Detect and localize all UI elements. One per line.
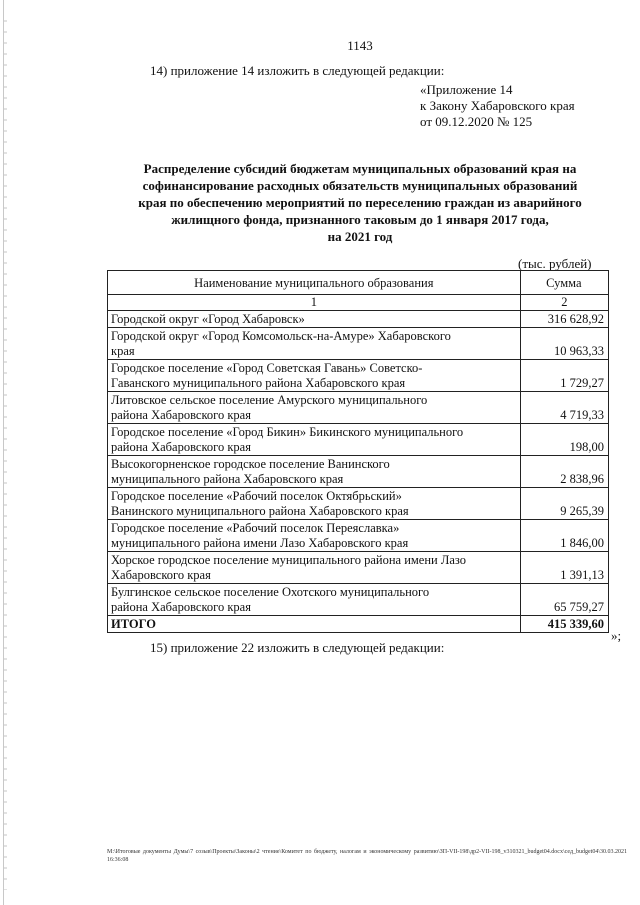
total-row: [108, 616, 609, 633]
municipality-name-line: Гаванского муниципального района Хабаровского края: [111, 376, 406, 390]
subsidy-amount: 316 628,92: [520, 311, 608, 328]
appendix-ref-line: к Закону Хабаровского края: [420, 98, 575, 113]
table-row: [108, 488, 609, 520]
municipality-name-line: Литовское сельское поселение Амурского муниципального: [111, 393, 428, 407]
municipality-name: [108, 392, 521, 424]
title-line: края по обеспечению мероприятий по переселению граждан из аварийного: [138, 195, 582, 210]
municipality-name-line: Булгинское сельское поселение Охотского муниципального: [111, 585, 430, 599]
appendix-reference: [420, 82, 575, 130]
subsidy-amount: 1 729,27: [520, 360, 608, 392]
header-name: Наименование муниципального образования: [108, 271, 521, 295]
municipality-name-line: Хорское городское поселение муниципального района имени Лазо: [111, 553, 466, 567]
total-label: ИТОГО: [108, 616, 521, 633]
title-line: на 2021 год: [327, 229, 393, 244]
subsidy-amount: 65 759,27: [520, 584, 608, 616]
municipality-name: [108, 456, 521, 488]
table-row: [108, 392, 609, 424]
table-row: [108, 552, 609, 584]
column-number-row: [108, 295, 609, 311]
subsidy-amount: 9 265,39: [520, 488, 608, 520]
subsidy-amount: 1 846,00: [520, 520, 608, 552]
table-row: [108, 328, 609, 360]
subsidy-amount: 10 963,33: [520, 328, 608, 360]
table-row: [108, 520, 609, 552]
municipality-name: [108, 488, 521, 520]
quote-close-suffix: »;: [611, 628, 622, 643]
municipality-name-line: Городское поселение «Рабочий поселок Октябрьский»: [111, 489, 402, 503]
document-title: [95, 160, 625, 245]
appendix-ref-line: «Приложение 14: [420, 82, 513, 97]
subsidy-table: [107, 270, 609, 633]
amendment-15-text: 15) приложение 22 изложить в следующей редакции:: [150, 640, 445, 655]
municipality-name-line: Городское поселение «Город Бикин» Бикинского муниципального: [111, 425, 464, 439]
municipality-name-line: Высокогорненское городское поселение Ванинского: [111, 457, 390, 471]
table-row: [108, 360, 609, 392]
subsidy-amount: 4 719,33: [520, 392, 608, 424]
municipality-name: [108, 328, 521, 360]
municipality-name-line: района Хабаровского края: [111, 440, 251, 454]
municipality-name-line: района Хабаровского края: [111, 408, 251, 422]
municipality-name-line: Городской округ «Город Комсомольск-на-Амуре» Хабаровского: [111, 329, 451, 343]
municipality-name-line: Ванинского муниципального района Хабаровского края: [111, 504, 409, 518]
header-amount: Сумма: [520, 271, 608, 295]
municipality-name: [108, 360, 521, 392]
footer-file-path: M:\Итоговые документы Думы\7 созыв\Проекты\Законы\2 чтение\Комитет по бюджету, налогам и экономическому развитию\ЗП-VII-198\др2-VII-198_v310321_budget04.docx\сед_budget04\30.03.2021 16:36:08: [107, 849, 627, 863]
column-number-1: 1: [108, 295, 521, 311]
municipality-name-line: муниципального района имени Лазо Хабаровского края: [111, 536, 409, 550]
municipality-name-line: Городское поселение «Город Советская Гавань» Советско-: [111, 361, 423, 375]
total-amount: 415 339,60: [520, 616, 608, 633]
municipality-name-line: Городской округ «Город Хабаровск»: [111, 312, 305, 326]
column-number-2: 2: [520, 295, 608, 311]
municipality-name-line: района Хабаровского края: [111, 600, 251, 614]
table-header-row: [108, 271, 609, 295]
appendix-ref-line: от 09.12.2020 № 125: [420, 114, 533, 129]
municipality-name: [108, 311, 521, 328]
municipality-name-line: Хабаровского края: [111, 568, 211, 582]
units-label: (тыс. рублей): [518, 256, 592, 271]
municipality-name: [108, 584, 521, 616]
municipality-name: [108, 520, 521, 552]
table-row: [108, 456, 609, 488]
subsidy-amount: 198,00: [520, 424, 608, 456]
title-line: жилищного фонда, признанного таковым до 1 января 2017 года,: [171, 212, 549, 227]
table-row: [108, 584, 609, 616]
page-margin-marks: [4, 20, 7, 890]
title-line: софинансирование расходных обязательств муниципальных образований: [142, 178, 578, 193]
subsidy-amount: 1 391,13: [520, 552, 608, 584]
page-number: 1143: [347, 38, 373, 53]
table-row: [108, 311, 609, 328]
amendment-14-text: 14) приложение 14 изложить в следующей редакции:: [150, 63, 445, 78]
table-row: [108, 424, 609, 456]
municipality-name-line: края: [111, 344, 135, 358]
municipality-name-line: муниципального района Хабаровского края: [111, 472, 344, 486]
subsidy-amount: 2 838,96: [520, 456, 608, 488]
municipality-name: [108, 552, 521, 584]
title-line: Распределение субсидий бюджетам муниципальных образований края на: [143, 161, 577, 176]
municipality-name-line: Городское поселение «Рабочий поселок Переяславка»: [111, 521, 400, 535]
municipality-name: [108, 424, 521, 456]
